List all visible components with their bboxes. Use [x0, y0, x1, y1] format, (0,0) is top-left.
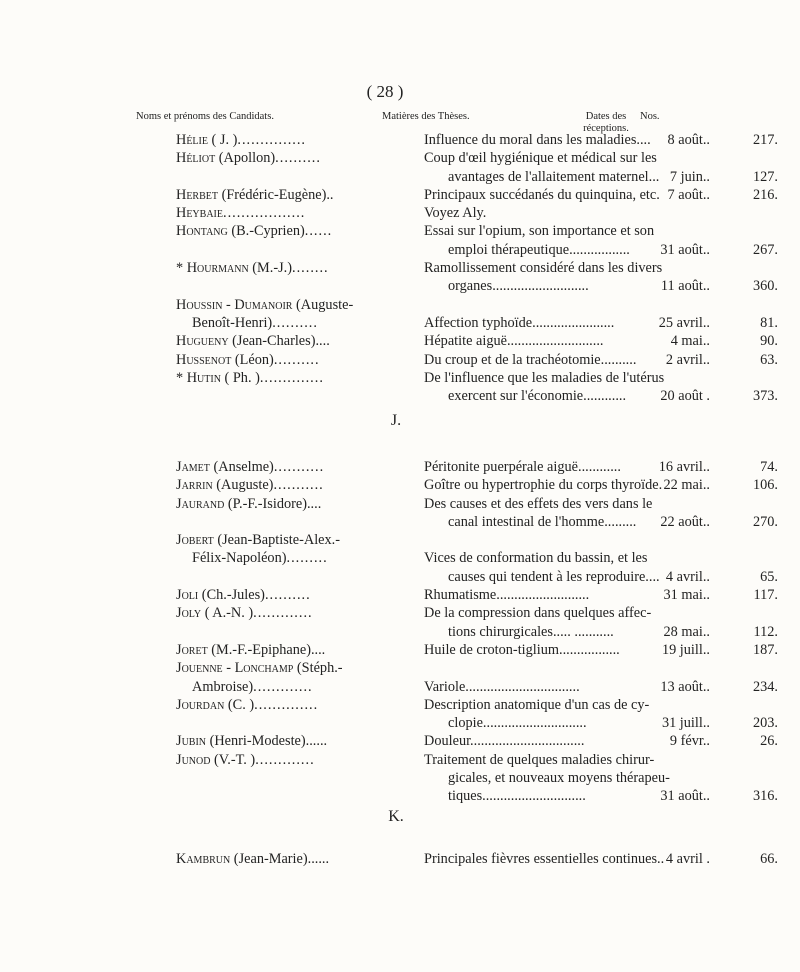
thesis-subject: De l'influence que les maladies de l'utérus: [424, 369, 665, 386]
candidate-name: [176, 149, 424, 167]
reception-date: 31 août..: [660, 241, 710, 258]
reception-date: 4 avril .: [665, 851, 710, 867]
leader-dots: .............: [255, 751, 315, 768]
table-row: [0, 277, 800, 295]
thesis-number: 216.: [752, 186, 778, 203]
thesis-subject: Influence du moral dans les maladies....: [424, 132, 651, 148]
candidate-name: [176, 186, 424, 204]
thesis-subject: [424, 296, 640, 314]
thesis-number: [710, 549, 800, 567]
candidate-name: [176, 476, 424, 494]
thesis-number: 267.: [752, 241, 778, 258]
table-row: [0, 586, 800, 604]
table-row: [0, 168, 800, 186]
thesis-subject: Coup d'œil hygiénique et médical sur les: [424, 150, 657, 167]
reception-date: [640, 659, 710, 677]
reception-date: 4 mai..: [670, 333, 710, 350]
leader-dots: ..........: [273, 351, 320, 368]
table-row: [0, 604, 800, 622]
thesis-subject: canal intestinal de l'homme.........: [448, 513, 637, 530]
thesis-subject: Principaux succédanés du quinquina, etc.: [424, 186, 660, 203]
candidate-given-names: (Ch.-Jules): [198, 587, 265, 604]
section-j: [0, 458, 800, 806]
header-dates: Dates des réceptions.: [583, 111, 629, 134]
thesis-number: 66.: [760, 851, 778, 867]
table-row: [0, 314, 800, 332]
candidate-given-names: (Jean-Baptiste-Alex.-: [213, 532, 340, 549]
thesis-number: [710, 296, 800, 314]
thesis-subject: [424, 531, 640, 549]
table-row: [0, 351, 800, 369]
table-row: [0, 332, 800, 350]
leader-dots: ...........: [273, 459, 325, 475]
thesis-subject: Essai sur l'opium, son importance et son: [424, 223, 655, 240]
candidate-name: [176, 168, 424, 186]
thesis-subject: Affection typhoïde.......................: [424, 314, 615, 331]
candidate-name: [176, 751, 424, 769]
reception-date: 31 juill..: [661, 715, 710, 732]
header-numbers: Nos.: [640, 111, 660, 122]
thesis-subject: Hépatite aiguë...........................: [424, 333, 604, 350]
thesis-subject: avantages de l'allaitement maternel...: [448, 168, 660, 185]
reception-date: 31 août..: [660, 788, 710, 805]
thesis-number: 270.: [752, 513, 778, 530]
candidate-given-names: (Jean-Marie)......: [230, 851, 330, 867]
candidate-name: [176, 387, 424, 405]
reception-date: 13 août..: [660, 678, 710, 695]
table-row: [0, 696, 800, 714]
table-row: [0, 678, 800, 696]
thesis-subject: Vices de conformation du bassin, et les: [424, 550, 648, 567]
thesis-subject: Douleur................................: [424, 733, 585, 750]
candidate-surname: Hugueny: [176, 333, 229, 350]
candidate-surname: Héliot: [176, 150, 216, 167]
thesis-subject: exercent sur l'économie............: [448, 388, 627, 405]
leader-dots: .........: [286, 550, 328, 567]
thesis-number: 117.: [753, 587, 778, 604]
section-h: [0, 131, 800, 405]
table-row: [0, 222, 800, 240]
leader-dots: ...............: [237, 132, 306, 148]
leader-dots: ..............: [259, 369, 324, 386]
leader-dots: ........: [292, 260, 329, 277]
thesis-subject: gicales, et nouveaux moyens thérapeu-: [448, 770, 670, 787]
reception-date: [640, 369, 710, 387]
candidate-name: [176, 332, 424, 350]
candidate-name: [176, 787, 424, 805]
candidate-given-names: (V.-T. ): [210, 751, 256, 768]
candidate-given-names: (M.-J.): [248, 260, 293, 277]
reception-date: 2 avril..: [665, 351, 710, 368]
candidate-name: [176, 369, 424, 387]
thesis-number: [710, 604, 800, 622]
thesis-number: [710, 222, 800, 240]
table-row: [0, 531, 800, 549]
thesis-number: [710, 204, 800, 222]
thesis-number: 106.: [752, 477, 778, 494]
header-theses: Matières des Thèses.: [382, 111, 470, 122]
candidate-given-names: ( J. ): [207, 132, 238, 148]
thesis-number: 74.: [760, 459, 778, 475]
reception-date: 9 févr..: [669, 733, 710, 750]
candidate-name: [176, 513, 424, 531]
candidate-surname: Jourdan: [176, 696, 225, 713]
table-row: [0, 458, 800, 476]
reception-date: 11 août..: [660, 278, 710, 295]
candidate-surname: Jarrin: [176, 477, 213, 494]
candidate-surname: Hélie: [176, 132, 208, 148]
candidate-surname: Jaurand: [176, 495, 225, 512]
table-row: [0, 641, 800, 659]
candidate-name: [176, 131, 424, 149]
reception-date: 16 avril..: [658, 459, 710, 475]
candidate-given-names: Ambroise): [192, 678, 254, 695]
page-number: ( 28 ): [366, 82, 404, 101]
candidate-surname: * Hutin: [176, 369, 221, 386]
candidate-surname: Jobert: [176, 532, 214, 549]
table-row: [0, 259, 800, 277]
table-row: [0, 714, 800, 732]
reception-date: 4 avril..: [665, 568, 710, 585]
table-row: [0, 296, 800, 314]
table-row: [0, 149, 800, 167]
thesis-number: [710, 149, 800, 167]
section-letter-k: K.: [388, 808, 404, 825]
candidate-name: [176, 314, 424, 332]
candidate-name: [176, 769, 424, 787]
candidate-given-names: (Stéph.-: [293, 660, 343, 677]
candidate-surname: * Hourmann: [176, 260, 249, 277]
reception-date: 28 mai..: [663, 623, 710, 640]
candidate-given-names: (Jean-Charles)....: [228, 333, 330, 350]
candidate-given-names: (Auguste-: [292, 296, 354, 313]
candidate-given-names: (Apollon): [215, 150, 276, 167]
reception-date: 22 août..: [660, 513, 710, 530]
table-row: [0, 850, 800, 868]
table-row: [0, 204, 800, 222]
thesis-number: 90.: [760, 333, 778, 350]
thesis-number: [710, 769, 800, 787]
candidate-name: [176, 222, 424, 240]
reception-date: [640, 549, 710, 567]
candidate-name: [176, 241, 424, 259]
thesis-subject: tions chirurgicales..... ...........: [448, 623, 614, 640]
thesis-subject: [424, 659, 640, 677]
thesis-number: 234.: [752, 678, 778, 695]
thesis-number: 65.: [760, 568, 778, 585]
table-row: [0, 369, 800, 387]
reception-date: [640, 296, 710, 314]
table-row: [0, 568, 800, 586]
thesis-number: 26.: [760, 733, 778, 750]
reception-date: [640, 751, 710, 769]
reception-date: 25 avril..: [658, 314, 710, 331]
leader-dots: ..........: [275, 150, 321, 167]
candidate-surname: Jouenne - Lonchamp: [176, 660, 294, 677]
table-row: [0, 131, 800, 149]
thesis-number: [710, 495, 800, 513]
reception-date: [640, 204, 710, 222]
thesis-number: 127.: [752, 168, 778, 185]
candidate-surname: Jamet: [176, 459, 210, 475]
candidate-given-names: Benoît-Henri): [192, 314, 273, 331]
thesis-number: 316.: [752, 788, 778, 805]
thesis-number: 112.: [753, 623, 778, 640]
table-row: [0, 495, 800, 513]
thesis-number: [710, 531, 800, 549]
candidate-name: [176, 204, 424, 222]
candidate-name: [176, 850, 424, 868]
table-row: [0, 769, 800, 787]
thesis-subject: De la compression dans quelques affec-: [424, 605, 652, 622]
leader-dots: .............: [253, 605, 313, 622]
candidate-surname: Hussenot: [176, 351, 232, 368]
thesis-number: [710, 659, 800, 677]
candidate-name: [176, 696, 424, 714]
candidate-surname: Houssin - Dumanoir: [176, 296, 293, 313]
candidate-surname: Kambrun: [176, 851, 231, 867]
candidate-given-names: ( Ph. ): [220, 369, 260, 386]
thesis-number: 203.: [752, 715, 778, 732]
leader-dots: ...........: [273, 477, 324, 494]
table-row: [0, 513, 800, 531]
reception-date: 22 mai..: [663, 477, 710, 494]
reception-date: [640, 149, 710, 167]
thesis-number: 63.: [760, 351, 778, 368]
candidate-name: [176, 259, 424, 277]
reception-date: [640, 769, 710, 787]
leader-dots: ..........: [264, 587, 311, 604]
candidate-given-names: (B.-Cyprien): [227, 223, 305, 240]
leader-dots: ......: [304, 223, 333, 240]
candidate-name: [176, 732, 424, 750]
thesis-subject: Des causes et des effets des vers dans le: [424, 495, 653, 512]
table-row: [0, 186, 800, 204]
candidate-given-names: ( A.-N. ): [201, 605, 254, 622]
table-row: [0, 751, 800, 769]
thesis-subject: causes qui tendent à les reproduire....: [448, 568, 660, 585]
section-k: [0, 850, 800, 868]
candidate-given-names: (M.-F.-Epiphane)....: [207, 641, 326, 658]
reception-date: 7 août..: [667, 186, 710, 203]
thesis-subject: Traitement de quelques maladies chirur-: [424, 751, 655, 768]
candidate-name: [176, 568, 424, 586]
candidate-surname: Junod: [176, 751, 211, 768]
reception-date: [640, 696, 710, 714]
thesis-subject: Ramollissement considéré dans les divers: [424, 260, 663, 277]
table-row: [0, 787, 800, 805]
candidate-surname: Herbet: [176, 186, 218, 203]
reception-date: 19 juill..: [661, 641, 710, 658]
header-candidates: Noms et prénoms des Candidats.: [136, 111, 274, 122]
thesis-subject: Description anatomique d'un cas de cy-: [424, 696, 650, 713]
candidate-name: [176, 277, 424, 295]
table-row: [0, 732, 800, 750]
candidate-surname: Joli: [176, 587, 199, 604]
leader-dots: ..........: [272, 314, 318, 331]
section-letter-j: J.: [390, 412, 402, 429]
reception-date: [640, 495, 710, 513]
thesis-subject: Goître ou hypertrophie du corps thyroïde.: [424, 477, 663, 494]
reception-date: 31 mai..: [663, 587, 710, 604]
leader-dots: .............: [253, 678, 313, 695]
candidate-name: [176, 586, 424, 604]
thesis-subject: Voyez Aly.: [424, 205, 487, 222]
candidate-given-names: (Auguste): [212, 477, 274, 494]
reception-date: 8 août..: [667, 132, 710, 148]
candidate-name: [176, 659, 424, 677]
candidate-given-names: (C. ): [224, 696, 255, 713]
candidate-given-names: (Léon): [231, 351, 274, 368]
thesis-subject: clopie.............................: [448, 715, 587, 732]
leader-dots: ..................: [223, 205, 306, 222]
table-row: [0, 549, 800, 567]
reception-date: [640, 222, 710, 240]
thesis-number: [710, 696, 800, 714]
candidate-surname: Joly: [176, 605, 202, 622]
thesis-number: 187.: [752, 641, 778, 658]
thesis-subject: organes...........................: [448, 278, 589, 295]
thesis-subject: Variole................................: [424, 678, 580, 695]
reception-date: [640, 531, 710, 549]
leader-dots: ..............: [254, 696, 319, 713]
table-row: [0, 387, 800, 405]
candidate-name: [176, 458, 424, 476]
thesis-subject: Rhumatisme..........................: [424, 587, 590, 604]
thesis-number: [710, 259, 800, 277]
candidate-name: [176, 714, 424, 732]
candidate-name: [176, 296, 424, 314]
table-row: [0, 476, 800, 494]
thesis-subject: Du croup et de la trachéotomie..........: [424, 351, 637, 368]
thesis-number: 217.: [752, 132, 778, 148]
candidate-given-names: (Anselme): [209, 459, 274, 475]
table-row: [0, 241, 800, 259]
reception-date: 20 août .: [660, 388, 710, 405]
candidate-surname: Joret: [176, 641, 208, 658]
thesis-number: 373.: [752, 388, 778, 405]
table-row: [0, 659, 800, 677]
candidate-name: [176, 641, 424, 659]
candidate-name: [176, 495, 424, 513]
table-row: [0, 623, 800, 641]
thesis-number: [710, 751, 800, 769]
candidate-name: [176, 604, 424, 622]
candidate-name: [176, 531, 424, 549]
reception-date: [640, 259, 710, 277]
thesis-subject: tiques.............................: [448, 788, 586, 805]
candidate-name: [176, 549, 424, 567]
candidate-name: [176, 678, 424, 696]
thesis-number: 81.: [760, 314, 778, 331]
candidate-surname: Jubin: [176, 733, 207, 750]
candidate-given-names: Félix-Napoléon): [192, 550, 287, 567]
candidate-name: [176, 623, 424, 641]
candidate-surname: Hontang: [176, 223, 228, 240]
thesis-subject: emploi thérapeutique.................: [448, 241, 630, 258]
thesis-subject: Péritonite puerpérale aiguë............: [424, 459, 621, 475]
candidate-given-names: (Henri-Modeste)......: [206, 733, 328, 750]
reception-date: 7 juin..: [669, 168, 710, 185]
thesis-number: 360.: [752, 278, 778, 295]
candidate-given-names: (Frédéric-Eugène)..: [218, 186, 334, 203]
thesis-subject: Principales fièvres essentielles continues..: [424, 851, 665, 867]
candidate-given-names: (P.-F.-Isidore)....: [224, 495, 322, 512]
thesis-subject: Huile de croton-tiglium.................: [424, 641, 620, 658]
thesis-number: [710, 369, 800, 387]
candidate-surname: Heybaie: [176, 205, 223, 222]
reception-date: [640, 604, 710, 622]
candidate-name: [176, 351, 424, 369]
